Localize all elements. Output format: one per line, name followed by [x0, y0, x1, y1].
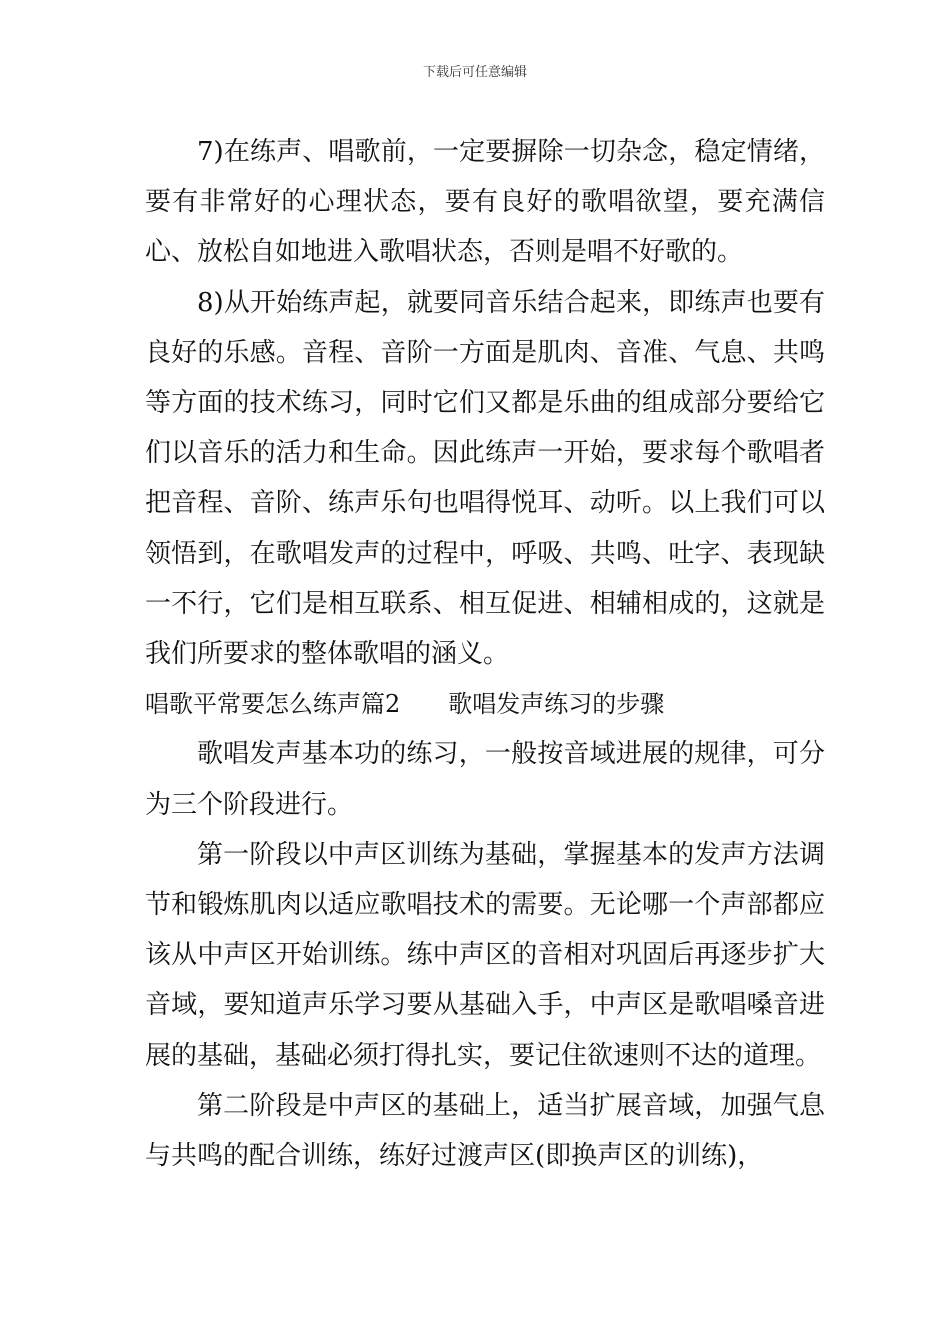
- paragraph-7: 7)在练声、唱歌前，一定要摒除一切杂念，稳定情绪，要有非常好的心理状态，要有良好的歌唱欲望，要充满信心、放松自如地进入歌唱状态，否则是唱不好歌的。: [145, 137, 825, 268]
- paragraph-intro: 歌唱发声基本功的练习，一般按音域进展的规律，可分为三个阶段进行。: [145, 739, 825, 820]
- page-header-note: 下载后可任意编辑: [422, 65, 527, 80]
- section-heading: 唱歌平常要怎么练声篇2 歌唱发声练习的步骤: [145, 690, 665, 719]
- paragraph-stage-1: 第一阶段以中声区训练为基础，掌握基本的发声方法调节和锻炼肌肉以适应歌唱技术的需要。无论哪一个声部都应该从中声区开始训练。练中声区的音相对巩固后再逐步扩大音域，要知道声乐学习要从基础入手，中声区是歌唱嗓音进展的基础，基础必须打得扎实，要记住欲速则不达的道理。: [145, 839, 825, 1071]
- document-body: [145, 127, 825, 1181]
- paragraph-8: 8)从开始练声起，就要同音乐结合起来，即练声也要有良好的乐感。音程、音阶一方面是肌肉、音准、气息、共鸣等方面的技术练习，同时它们又都是乐曲的组成部分要给它们以音乐的活力和生命。因此练声一开始，要求每个歌唱者把音程、音阶、练声乐句也唱得悦耳、动听。以上我们可以领悟到，在歌唱发声的过程中，呼吸、共鸣、吐字、表现缺一不行，它们是相互联系、相互促进、相辅相成的，这就是我们所要求的整体歌唱的涵义。: [145, 287, 825, 670]
- paragraph-stage-2: 第二阶段是中声区的基础上，适当扩展音域，加强气息与共鸣的配合训练，练好过渡声区(即换声区的训练)，: [145, 1090, 825, 1172]
